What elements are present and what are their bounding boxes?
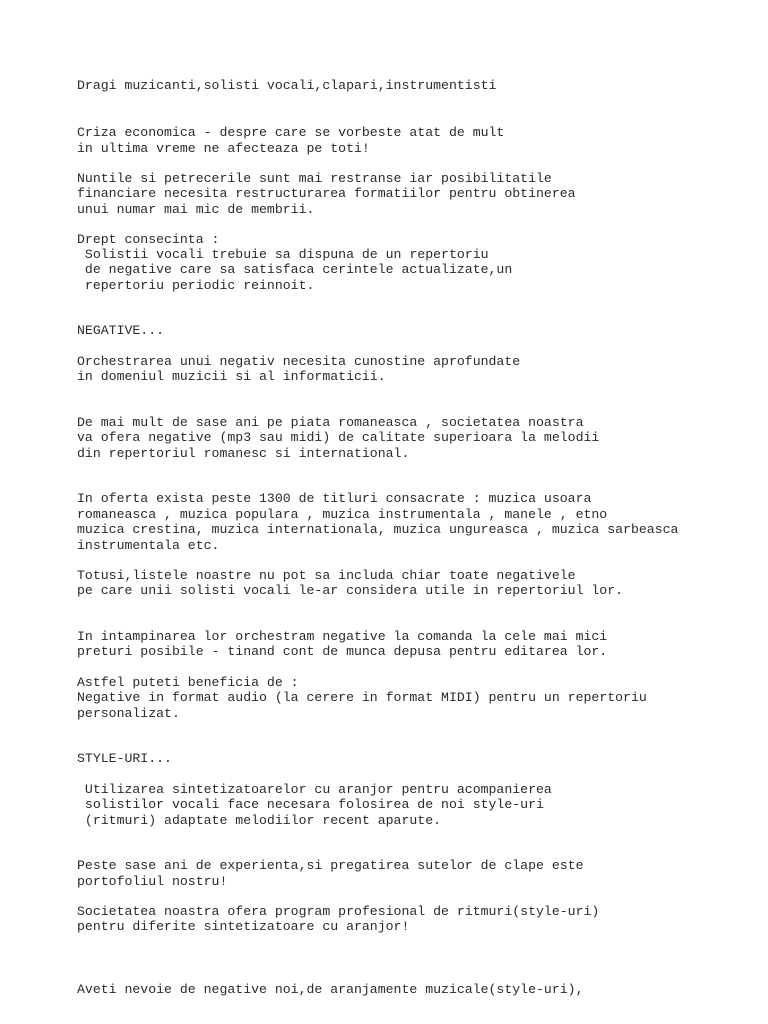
section-heading-negative: NEGATIVE... xyxy=(77,323,165,338)
paragraph-line: romaneasca , muzica populara , muzica instrumentala , manele , etno xyxy=(77,507,608,522)
paragraph-line: Aveti nevoie de negative noi,de aranjamente muzicale(style-uri), xyxy=(77,982,584,997)
paragraph-line: pentru diferite sintetizatoare cu aranjor! xyxy=(77,919,410,934)
paragraph-line: personalizat. xyxy=(77,706,180,721)
paragraph-line: financiare necesita restructurarea formatiilor pentru obtinerea xyxy=(77,186,576,201)
paragraph-line: instrumentala etc. xyxy=(77,538,220,553)
paragraph-line: Nuntile si petrecerile sunt mai restranse iar posibilitatile xyxy=(77,171,552,186)
paragraph-line: (ritmuri) adaptate melodiilor recent aparute. xyxy=(77,813,442,828)
paragraph-line: Orchestrarea unui negativ necesita cunostine aprofundate xyxy=(77,354,521,369)
paragraph-line: preturi posibile - tinand cont de munca depusa pentru editarea lor. xyxy=(77,644,608,659)
paragraph-line: in domeniul muzicii si al informaticii. xyxy=(77,369,386,384)
paragraph-line: pe care unii solisti vocali le-ar considera utile in repertoriul lor. xyxy=(77,583,624,598)
paragraph-line: Drept consecinta : xyxy=(77,232,220,247)
paragraph-line: va ofera negative (mp3 sau midi) de calitate superioara la melodii xyxy=(77,430,600,445)
paragraph-line: Astfel puteti beneficia de : xyxy=(77,675,299,690)
paragraph-line: Totusi,listele noastre nu pot sa includa chiar toate negativele xyxy=(77,568,576,583)
paragraph-line: Peste sase ani de experienta,si pregatirea sutelor de clape este xyxy=(77,858,584,873)
paragraph-line: solistilor vocali face necesara folosirea de noi style-uri xyxy=(77,797,544,812)
paragraph-line: Negative in format audio (la cerere in format MIDI) pentru un repertoriu xyxy=(77,690,647,705)
paragraph-line: Societatea noastra ofera program profesional de ritmuri(style-uri) xyxy=(77,904,600,919)
paragraph-line: Utilizarea sintetizatoarelor cu aranjor pentru acompanierea xyxy=(77,782,552,797)
section-heading-style: STYLE-URI... xyxy=(77,751,172,766)
paragraph-line: De mai mult de sase ani pe piata romaneasca , societatea noastra xyxy=(77,415,584,430)
paragraph-line: In oferta exista peste 1300 de titluri consacrate : muzica usoara xyxy=(77,491,592,506)
paragraph-line: muzica crestina, muzica internationala, muzica ungureasca , muzica sarbeasca xyxy=(77,522,679,537)
paragraph-line: Criza economica - despre care se vorbeste atat de mult xyxy=(77,125,505,140)
paragraph-line: de negative care sa satisfaca cerintele actualizate,un xyxy=(77,262,513,277)
paragraph-line: In intampinarea lor orchestram negative la comanda la cele mai mici xyxy=(77,629,608,644)
greeting-line: Dragi muzicanti,solisti vocali,clapari,instrumentisti xyxy=(77,78,497,93)
paragraph-line: Solistii vocali trebuie sa dispuna de un repertoriu xyxy=(77,247,489,262)
paragraph-line: in ultima vreme ne afecteaza pe toti! xyxy=(77,141,370,156)
paragraph-line: din repertoriul romanesc si international. xyxy=(77,446,410,461)
paragraph-line: portofoliul nostru! xyxy=(77,874,228,889)
paragraph-line: repertoriu periodic reinnoit. xyxy=(77,278,315,293)
paragraph-line: unui numar mai mic de membrii. xyxy=(77,202,315,217)
